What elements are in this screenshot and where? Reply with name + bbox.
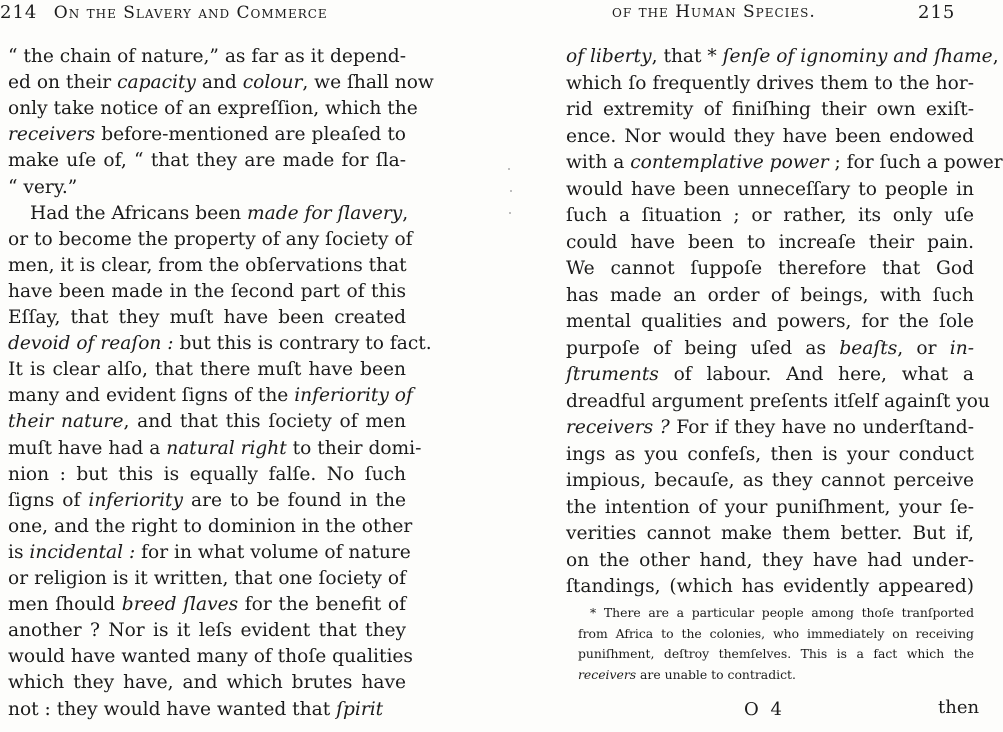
text-run: or religion is it written, that one ſociety of xyxy=(8,568,406,589)
text-run: and xyxy=(195,72,243,94)
text-run: in- xyxy=(949,337,974,359)
text-line xyxy=(8,96,418,122)
text-line xyxy=(8,644,413,670)
text-line xyxy=(566,495,974,521)
text-run: ſtruments xyxy=(566,364,659,385)
text-line xyxy=(566,256,974,282)
text-run: , xyxy=(992,46,999,67)
text-line xyxy=(8,227,413,253)
text-run: of labour. And here, what a xyxy=(658,364,974,385)
text-line xyxy=(8,122,406,148)
text-run: is xyxy=(8,541,30,563)
text-line xyxy=(566,389,990,415)
text-run: ; for ſuch a power xyxy=(828,152,1003,173)
text-run: devoid of reaſon : xyxy=(8,333,174,355)
text-run: or to become the property of any ſociety of xyxy=(8,228,413,250)
text-line xyxy=(566,283,974,309)
text-run: Had the Africans been xyxy=(30,202,248,224)
text-line xyxy=(8,175,406,201)
text-line xyxy=(8,592,406,618)
text-run: are to be found in the xyxy=(183,489,406,511)
text-run: one, and the right to dominion in the other xyxy=(8,515,413,537)
text-run: , and that this ſociety of men xyxy=(123,411,406,433)
text-run: men, it is clear, from the obſervations that xyxy=(8,254,407,276)
text-run: of liberty xyxy=(566,46,652,67)
text-line xyxy=(8,279,406,305)
text-line xyxy=(8,670,406,696)
text-run: receivers ? xyxy=(566,417,670,438)
text-line xyxy=(566,44,999,70)
text-run: ſpirit xyxy=(336,698,384,720)
text-line xyxy=(8,383,413,409)
text-line xyxy=(8,566,406,592)
text-run: ſuch a ſituation ; or rather, its only uſe xyxy=(566,205,974,226)
text-run: ings as you confeſs, then is your conduct xyxy=(566,443,974,465)
text-line xyxy=(566,124,974,150)
text-line xyxy=(566,97,974,123)
text-line xyxy=(566,362,974,388)
text-run: breed ſlaves xyxy=(121,594,239,616)
left-page xyxy=(0,0,434,732)
text-run: receivers xyxy=(8,124,96,146)
text-line xyxy=(8,253,406,279)
text-run: their nature xyxy=(8,411,124,433)
text-run: , we ſhall now xyxy=(302,72,434,94)
text-run: “ very.” xyxy=(8,176,78,198)
text-run: ed on their xyxy=(8,72,118,94)
right-running-head xyxy=(612,2,816,30)
text-run: dreadful argument preſents itſelf againſt you xyxy=(566,390,990,412)
text-run: capacity xyxy=(117,72,196,94)
text-run: to their domi- xyxy=(286,437,422,459)
text-line xyxy=(8,331,432,357)
text-run: with a xyxy=(566,152,631,173)
left-head-title: On the Slavery and Commerce xyxy=(53,3,328,23)
text-line xyxy=(8,540,411,566)
text-run: incidental : xyxy=(29,541,136,563)
text-line xyxy=(8,44,406,70)
text-run: are unable to contradict. xyxy=(636,666,796,682)
text-run: only take notice of an expreſſion, which the xyxy=(8,98,418,120)
text-run: which ſo frequently drives them to the hor- xyxy=(566,72,974,94)
text-run: inferiority of xyxy=(294,385,413,407)
text-line xyxy=(566,548,974,574)
footnote-line xyxy=(578,665,974,684)
text-run: nion : but this is equally falſe. No ſuch xyxy=(8,463,406,485)
text-run: muſt have had a xyxy=(8,437,167,459)
right-page-number-wrap xyxy=(918,2,955,30)
text-run: made for ſlavery xyxy=(247,202,403,224)
text-run: ſigns of xyxy=(8,489,89,511)
text-line xyxy=(566,230,974,256)
text-run: not : they would have wanted that xyxy=(8,698,337,720)
text-line xyxy=(8,148,406,174)
text-run: have been made in the ſecond part of this xyxy=(8,280,406,302)
text-run: Eſſay, that they muſt have been created xyxy=(8,307,406,328)
text-run: ence. Nor would they have been endowed xyxy=(566,125,974,147)
text-run: for the benefit of xyxy=(238,594,406,616)
right-page xyxy=(548,0,1003,732)
text-line xyxy=(566,442,974,468)
signature-mark: O 4 xyxy=(744,699,785,720)
text-run: purpoſe of being uſed as xyxy=(566,337,840,359)
text-run: the intention of your puniſhment, your ſe- xyxy=(566,496,974,518)
text-line xyxy=(566,521,974,547)
text-line xyxy=(566,150,1003,176)
text-run: * There are a particular people among thoſe tranſported xyxy=(590,605,974,620)
text-run: men ſhould xyxy=(8,594,122,616)
text-run: verities cannot make them better. But if, xyxy=(566,523,974,544)
text-run: make uſe of, “ that they are made for ſla- xyxy=(8,150,406,172)
text-run: beaſts xyxy=(839,337,898,359)
text-run: , or xyxy=(897,337,950,359)
text-line xyxy=(8,618,406,644)
text-run: has made an order of beings, with ſuch xyxy=(566,284,974,306)
text-line xyxy=(566,468,974,494)
text-run: contemplative power xyxy=(630,152,829,173)
text-line xyxy=(8,514,413,540)
text-run: before-mentioned are pleaſed to xyxy=(95,124,406,146)
text-run: inferiority xyxy=(88,489,184,511)
text-line xyxy=(8,201,409,227)
text-run: , xyxy=(402,202,409,224)
text-run: for in what volume of nature xyxy=(135,541,411,563)
left-running-head xyxy=(0,2,328,30)
text-line xyxy=(8,462,406,488)
text-run: For if they have no underſtand- xyxy=(669,417,974,438)
text-line xyxy=(566,336,974,362)
right-page-number: 215 xyxy=(918,2,956,23)
text-run: another ? Nor is it leſs evident that they xyxy=(8,620,406,642)
text-run: mental qualities and powers, for the ſole xyxy=(566,311,974,332)
text-run: many and evident ſigns of the xyxy=(8,385,295,407)
text-run: which they have, and which brutes have xyxy=(8,672,406,694)
text-run: on the other hand, they have had under- xyxy=(566,549,974,571)
text-line xyxy=(8,488,406,514)
text-line xyxy=(566,309,974,335)
right-head-title: of the Human Species. xyxy=(612,2,816,22)
text-run: “ the chain of nature,” as far as it depend- xyxy=(8,46,406,67)
catchword: then xyxy=(938,697,980,718)
text-run: ſtandings, (which has evidently appeared) xyxy=(566,576,974,597)
footnote-line xyxy=(578,624,974,643)
text-run: could have been to increaſe their pain. xyxy=(566,231,974,253)
text-run: puniſhment, deſtroy themſelves. This is a fact which the xyxy=(578,646,974,661)
text-run: It is clear alſo, that there muſt have been xyxy=(8,359,406,381)
text-line xyxy=(8,305,406,331)
text-line xyxy=(566,415,974,441)
footnote-line xyxy=(578,644,974,663)
text-run: would have wanted many of thoſe qualities xyxy=(8,646,413,668)
text-run: rid extremity of finiſhing their own exiſt- xyxy=(566,99,974,120)
text-run: colour xyxy=(242,72,303,94)
text-line xyxy=(566,574,974,600)
text-line xyxy=(8,697,406,723)
text-run: receivers xyxy=(578,666,637,682)
text-run: ſenſe of ignominy and ſhame xyxy=(722,46,993,67)
footnote-line xyxy=(578,603,974,622)
text-line xyxy=(566,71,974,97)
text-line xyxy=(566,177,974,203)
text-line xyxy=(566,203,974,229)
text-run: would have been unneceſſary to people in xyxy=(566,178,974,200)
text-run: natural right xyxy=(166,437,287,459)
text-run: We cannot ſuppoſe therefore that God xyxy=(566,258,974,279)
page-gutter xyxy=(420,0,548,732)
text-run: , that * xyxy=(651,46,723,67)
text-line xyxy=(8,70,434,96)
text-run: but this is contrary to fact. xyxy=(173,333,432,355)
text-line xyxy=(8,357,406,383)
text-line xyxy=(8,436,422,462)
left-page-number: 214 xyxy=(0,2,38,23)
text-run: impious, becauſe, as they cannot perceive xyxy=(566,470,974,491)
text-run: from Africa to the colonies, who immediately on receiving xyxy=(578,625,974,641)
text-line xyxy=(8,409,406,435)
